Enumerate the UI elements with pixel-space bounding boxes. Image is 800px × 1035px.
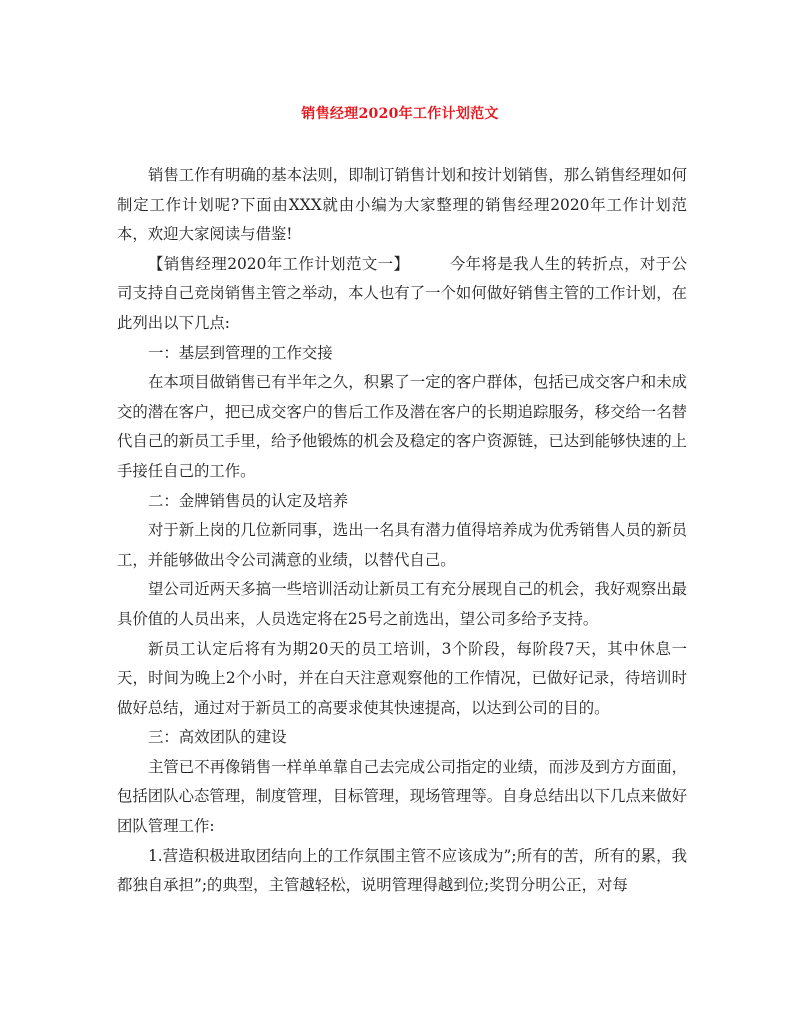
sample-paragraph <box>117 250 687 339</box>
document-body <box>117 161 687 901</box>
section3-heading: 三：高效团队的建设 <box>148 728 287 747</box>
section2-paragraph-3: 新员工认定后将有为期20天的员工培训，3个阶段，每阶段7天，其中休息一天，时间为晚上2个小时，并在白天注意观察他的工作情况，已做好记录，待培训时做好总结，通过对于新员工的高要求使其快速提高，以达到公司的目的。 <box>117 639 687 717</box>
sample-heading: 【销售经理2020年工作计划范文一】 <box>148 254 410 273</box>
document-title: 销售经理2020年工作计划范文 <box>301 106 499 122</box>
intro-paragraph: 销售工作有明确的基本法则，即制订销售计划和按计划销售，那么销售经理如何制定工作计划呢?下面由XXX就由小编为大家整理的销售经理2020年工作计划范本，欢迎大家阅读与借鉴! <box>117 166 687 244</box>
sample-opening: 今年将是我人生的转折点，对于公司支持自己竞岗销售主管之举动，本人也有了一个如何做好销售主管的工作计划，在此列出以下几点: <box>117 254 687 332</box>
section3-paragraph-1: 主管已不再像销售一样单单靠自己去完成公司指定的业绩，而涉及到方方面面，包括团队心态管理，制度管理，目标管理，现场管理等。自身总结出以下几点来做好团队管理工作: <box>117 757 687 836</box>
section2-paragraph-2: 望公司近两天多搞一些培训活动让新员工有充分展现自己的机会，我好观察出最具价值的人员出来，人员选定将在25号之前选出，望公司多给予支持。 <box>117 580 687 628</box>
section1-heading: 一：基层到管理的工作交接 <box>148 343 333 362</box>
section1-paragraph-1: 在本项目做销售已有半年之久，积累了一定的客户群体，包括已成交客户和未成交的潜在客户，把已成交客户的售后工作及潜在客户的长期追踪服务，移交给一名替代自己的新员工手里，给予他锻炼的机会及稳定的客户资源链，已达到能够快速的上手接任自己的工作。 <box>117 373 687 480</box>
section2-paragraph-1: 对于新上岗的几位新同事，选出一名具有潜力值得培养成为优秀销售人员的新员工，并能够做出令公司满意的业绩，以替代自己。 <box>117 521 687 569</box>
section2-heading: 二：金牌销售员的认定及培养 <box>148 491 349 510</box>
section3-paragraph-2: 1.营造积极进取团结向上的工作氛围主管不应该成为”;所有的苦，所有的累，我都独自承担”;的典型，主管越轻松，说明管理得越到位;奖罚分明公正，对每 <box>117 846 687 895</box>
